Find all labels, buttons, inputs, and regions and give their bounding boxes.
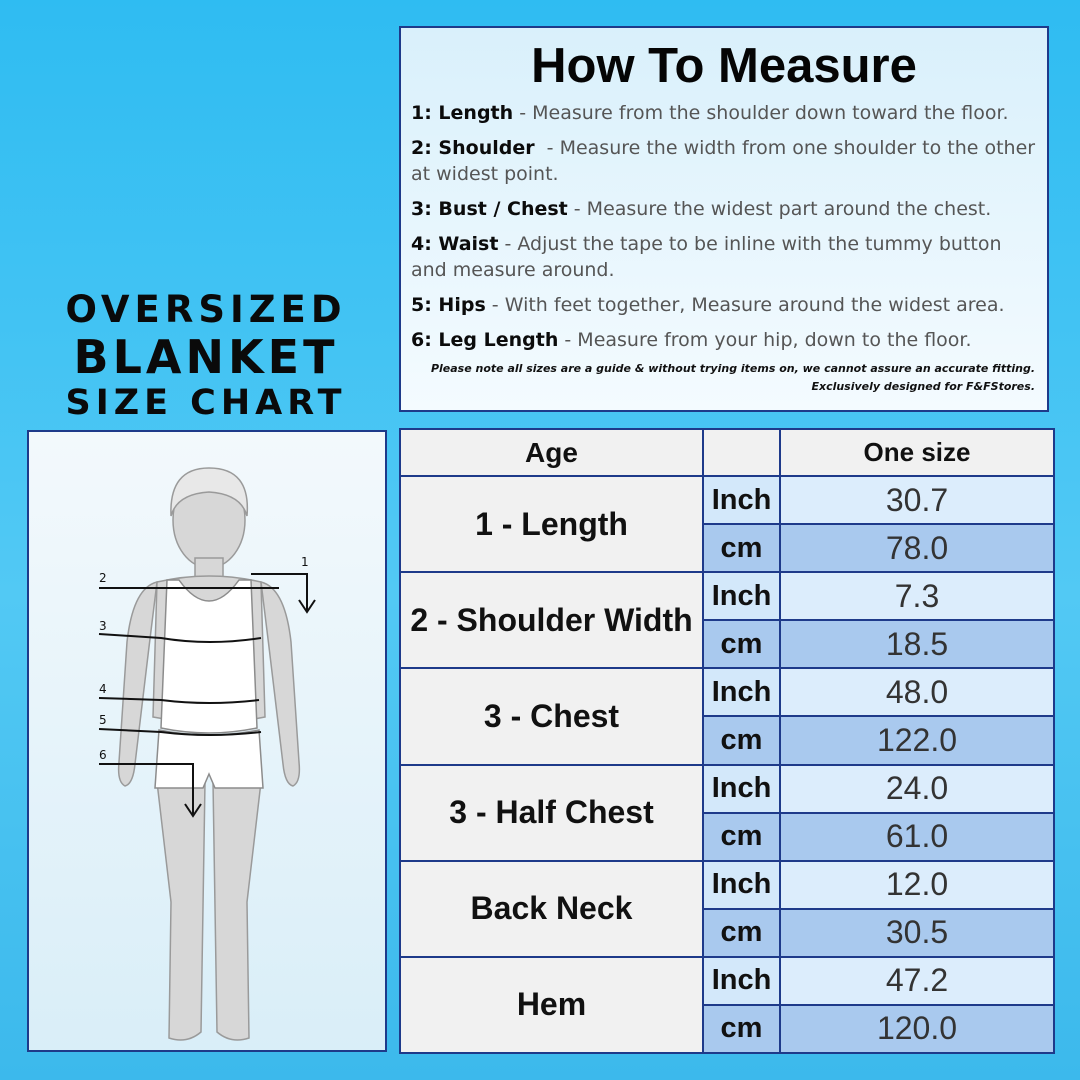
table-header-row [400,429,1054,476]
row-label: 2 - Shoulder Width [400,572,703,668]
unit-cm: cm [703,716,780,764]
unit-inch: Inch [703,957,780,1005]
measure-term: 2: Shoulder [411,137,535,159]
figure-label-1: 1 [301,555,309,569]
title-line-size-chart: SIZE CHART [65,383,347,423]
unit-inch: Inch [703,476,780,524]
value-inch: 7.3 [780,572,1054,620]
value-cm: 61.0 [780,813,1054,861]
measure-term: 5: Hips [411,294,486,316]
table-row [400,572,1054,620]
figure-label-3: 3 [99,619,107,633]
row-label: Hem [400,957,703,1053]
designer-credit: Exclusively designed for F&FStores. [811,380,1035,393]
value-cm: 18.5 [780,620,1054,668]
table-row [400,861,1054,909]
figure-label-5: 5 [99,713,107,727]
row-label: 1 - Length [400,476,703,572]
unit-cm: cm [703,813,780,861]
unit-cm: cm [703,1005,780,1053]
measure-item-leg-length [411,327,1037,353]
unit-cm: cm [703,524,780,572]
unit-inch: Inch [703,861,780,909]
unit-inch: Inch [703,765,780,813]
unit-cm: cm [703,620,780,668]
measure-text: - Measure from your hip, down to the floor. [558,329,972,351]
measure-item-hips [411,292,1037,318]
body-silhouette-illustration [29,432,385,1050]
header-age: Age [400,429,703,476]
value-inch: 30.7 [780,476,1054,524]
measure-term: 3: Bust / Chest [411,198,568,220]
table-row [400,668,1054,716]
measure-text: - With feet together, Measure around the widest area. [485,294,1005,316]
header-one-size: One size [780,429,1054,476]
figure-left-arm [119,582,157,786]
size-chart-table [399,428,1055,1054]
how-to-measure-heading: How To Measure [531,39,917,93]
chart-title [28,288,384,424]
value-inch: 24.0 [780,765,1054,813]
value-cm: 30.5 [780,909,1054,957]
title-line-oversized: OVERSIZED [65,288,347,331]
value-cm: 78.0 [780,524,1054,572]
measure-item-waist [411,231,1037,283]
value-cm: 122.0 [780,716,1054,764]
measure-item-chest [411,196,1037,222]
measure-text: - Measure from the shoulder down toward the floor. [513,102,1009,124]
measure-text: - Measure the widest part around the chest. [567,198,992,220]
measurement-figure-panel [27,430,387,1052]
figure-shorts [155,730,263,788]
row-label: Back Neck [400,861,703,957]
row-label: 3 - Half Chest [400,765,703,861]
figure-tank-top [161,580,257,733]
disclaimer-line: Please note all sizes are a guide & without trying items on, we cannot assure an accurate fitting. [430,362,1035,375]
figure-label-6: 6 [99,748,107,762]
table-row [400,765,1054,813]
measure-term: 1: Length [411,102,514,124]
measure-item-length [411,100,1037,126]
unit-cm: cm [703,909,780,957]
unit-inch: Inch [703,668,780,716]
value-inch: 48.0 [780,668,1054,716]
measure-text: - Measure the width from one shoulder to the other at widest point. [411,137,1042,185]
table-row [400,957,1054,1005]
table-row [400,476,1054,524]
value-inch: 12.0 [780,861,1054,909]
measure-text: - Adjust the tape to be inline with the tummy button and measure around. [411,233,1002,281]
row-label: 3 - Chest [400,668,703,764]
value-cm: 120.0 [780,1005,1054,1053]
figure-right-leg [213,782,261,1040]
how-to-measure-panel [399,26,1049,412]
figure-label-4: 4 [99,682,107,696]
measure-term: 4: Waist [411,233,499,255]
measure-item-shoulder [411,135,1042,187]
figure-right-arm [261,582,299,786]
unit-inch: Inch [703,572,780,620]
value-inch: 47.2 [780,957,1054,1005]
title-line-blanket: BLANKET [73,330,339,384]
figure-left-leg [157,782,205,1040]
measure-term: 6: Leg Length [411,329,559,351]
header-unit [703,429,780,476]
disclaimer-note [431,360,1035,396]
measure-instructions [401,94,1047,353]
figure-label-2: 2 [99,571,107,585]
